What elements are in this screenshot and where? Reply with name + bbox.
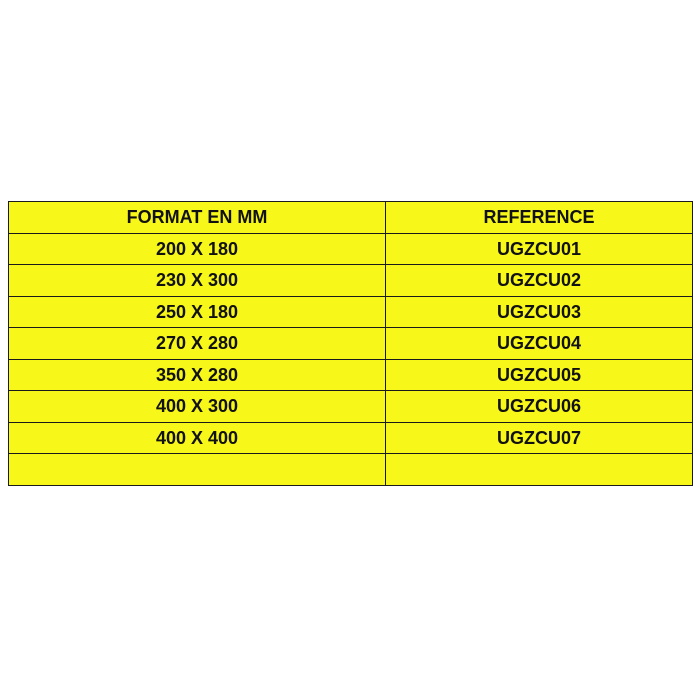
reference-cell: UGZCU02	[386, 265, 693, 297]
reference-cell: UGZCU03	[386, 296, 693, 328]
table-row	[9, 265, 693, 297]
table-row-empty	[9, 454, 693, 486]
table-row	[9, 391, 693, 423]
reference-cell: UGZCU06	[386, 391, 693, 423]
format-cell: 400 X 400	[9, 422, 386, 454]
table-row	[9, 296, 693, 328]
table-row	[9, 359, 693, 391]
reference-cell: UGZCU05	[386, 359, 693, 391]
reference-cell: UGZCU01	[386, 233, 693, 265]
reference-table	[8, 201, 693, 486]
format-cell: 250 X 180	[9, 296, 386, 328]
format-cell: 270 X 280	[9, 328, 386, 360]
table-row	[9, 328, 693, 360]
header-reference: REFERENCE	[386, 202, 693, 234]
format-cell: 350 X 280	[9, 359, 386, 391]
table-row	[9, 422, 693, 454]
format-cell: 200 X 180	[9, 233, 386, 265]
table-header-row	[9, 202, 693, 234]
reference-cell: UGZCU07	[386, 422, 693, 454]
header-format: FORMAT EN MM	[9, 202, 386, 234]
reference-cell	[386, 454, 693, 486]
table-row	[9, 233, 693, 265]
format-cell: 400 X 300	[9, 391, 386, 423]
reference-cell: UGZCU04	[386, 328, 693, 360]
format-cell	[9, 454, 386, 486]
format-cell: 230 X 300	[9, 265, 386, 297]
